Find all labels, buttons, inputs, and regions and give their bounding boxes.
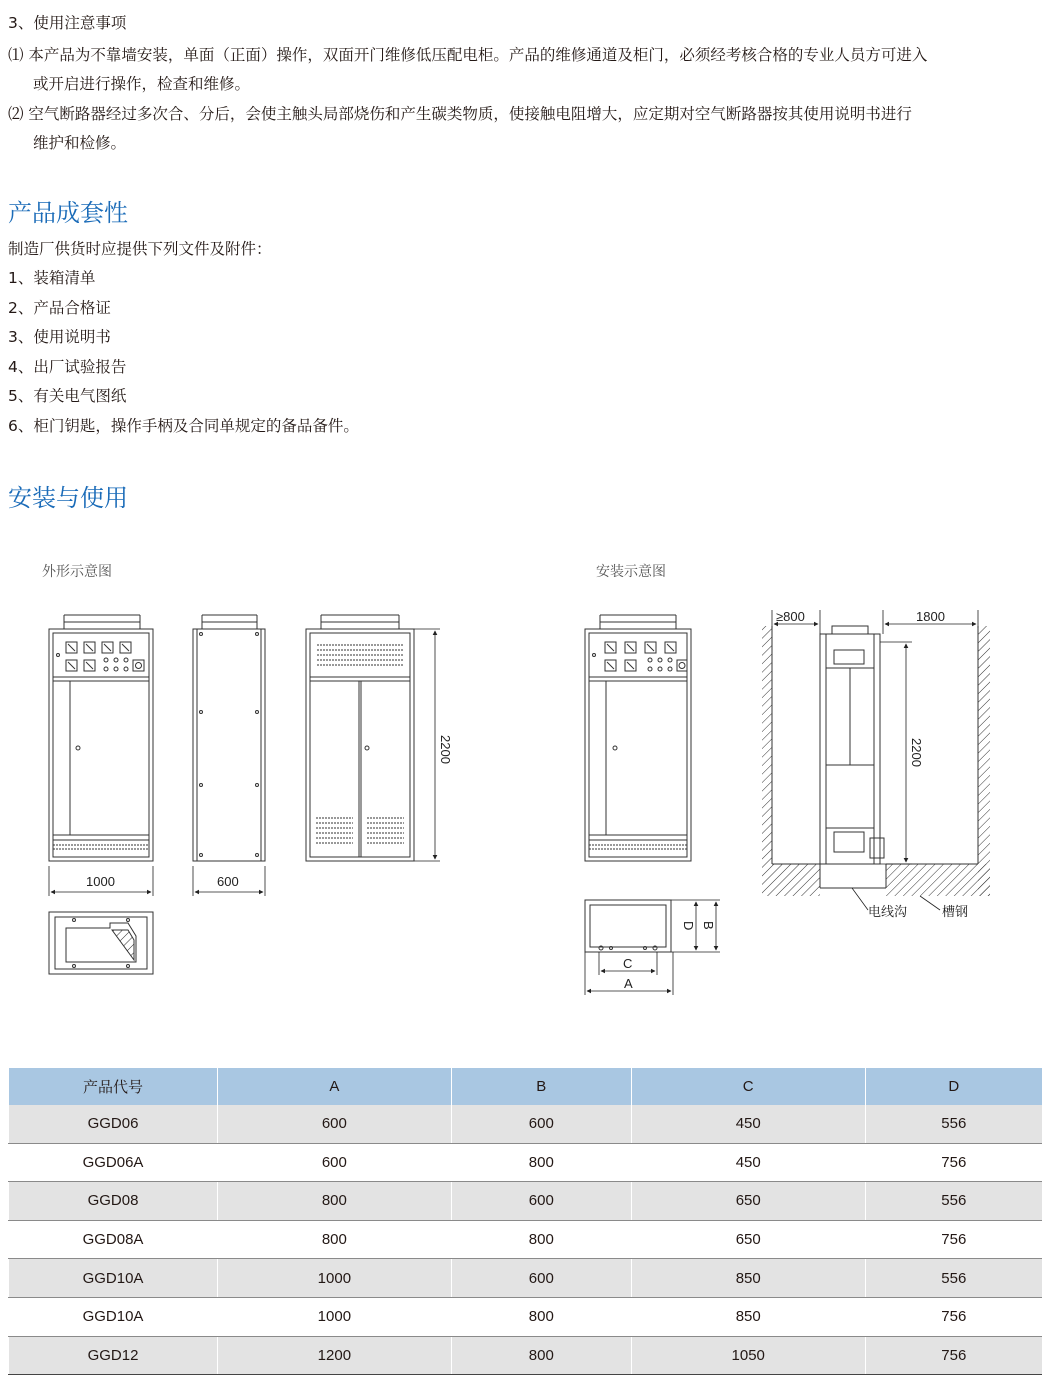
cell-b: 800	[451, 1220, 631, 1259]
label-cable-trench: 电线沟	[868, 904, 908, 919]
cell-b: 600	[451, 1182, 631, 1221]
cell-model: GGD06	[9, 1105, 218, 1143]
dim-label-c: C	[623, 956, 633, 971]
front-view-cabinet	[49, 615, 153, 861]
cell-a: 1000	[218, 1259, 452, 1298]
cell-d: 756	[865, 1297, 1042, 1336]
header-c: C	[631, 1068, 865, 1105]
dim-width-front: 1000	[86, 874, 115, 889]
header-a: A	[218, 1068, 452, 1105]
table-row	[9, 1259, 1043, 1298]
header-b: B	[451, 1068, 631, 1105]
cell-c: 650	[631, 1220, 865, 1259]
cell-d: 756	[865, 1220, 1042, 1259]
cell-d: 556	[865, 1182, 1042, 1221]
plan-view-cabinet	[49, 912, 153, 974]
cell-c: 450	[631, 1143, 865, 1182]
cell-a: 600	[218, 1143, 452, 1182]
cell-a: 1200	[218, 1336, 452, 1375]
label-channel-steel: 槽钢	[942, 904, 969, 919]
dim-label-d: D	[681, 921, 696, 931]
cabinet-drawings	[0, 590, 1050, 1050]
install-base-plan	[585, 900, 671, 952]
cell-d: 756	[865, 1336, 1042, 1375]
cell-model: GGD10A	[9, 1297, 218, 1336]
outline-diagram-caption: 外形示意图	[42, 564, 112, 580]
cell-c: 650	[631, 1182, 865, 1221]
completeness-item: 2、产品合格证	[8, 299, 111, 317]
dim-depth-side: 600	[217, 874, 239, 889]
install-room-section	[762, 626, 990, 896]
table-row	[9, 1182, 1043, 1221]
table-row	[9, 1143, 1043, 1182]
cell-a: 800	[218, 1182, 452, 1221]
cell-model: GGD06A	[9, 1143, 218, 1182]
completeness-item: 4、出厂试验报告	[8, 358, 127, 376]
dim-label-b: B	[701, 921, 716, 930]
completeness-item: 6、柜门钥匙，操作手柄及合同单规定的备品备件。	[8, 417, 359, 435]
spec-table-header	[9, 1068, 1043, 1105]
cell-a: 600	[218, 1105, 452, 1143]
cell-a: 1000	[218, 1297, 452, 1336]
note-1-line-2: 或开启进行操作，检查和维修。	[33, 75, 251, 93]
cell-c: 850	[631, 1297, 865, 1336]
install-diagram-caption: 安装示意图	[596, 564, 666, 580]
cell-b: 600	[451, 1105, 631, 1143]
notes-heading: 3、使用注意事项	[8, 14, 127, 32]
rear-height-dimension	[414, 629, 440, 861]
cell-d: 556	[865, 1259, 1042, 1298]
cell-model: GGD12	[9, 1336, 218, 1375]
header-model: 产品代号	[9, 1068, 218, 1105]
note-2-line-2: 维护和检修。	[33, 134, 127, 152]
cell-b: 600	[451, 1259, 631, 1298]
cell-c: 1050	[631, 1336, 865, 1375]
rear-view-cabinet	[306, 615, 414, 861]
install-front-cabinet	[585, 615, 691, 861]
dim-label-a: A	[624, 976, 633, 991]
cell-a: 800	[218, 1220, 452, 1259]
dim-clearance: ≥800	[776, 609, 805, 624]
table-row	[9, 1105, 1043, 1143]
completeness-item: 1、装箱清单	[8, 269, 96, 287]
cell-b: 800	[451, 1143, 631, 1182]
cell-d: 556	[865, 1105, 1042, 1143]
installation-title: 安装与使用	[8, 484, 128, 512]
spec-table	[8, 1068, 1042, 1375]
side-view-cabinet	[193, 615, 265, 861]
dim-height-install: 2200	[909, 738, 924, 767]
dim-height: 2200	[438, 735, 453, 764]
table-row	[9, 1336, 1043, 1375]
cell-b: 800	[451, 1336, 631, 1375]
header-d: D	[865, 1068, 1042, 1105]
completeness-item: 5、有关电气图纸	[8, 387, 127, 405]
table-row	[9, 1220, 1043, 1259]
completeness-item: 3、使用说明书	[8, 328, 111, 346]
cell-c: 850	[631, 1259, 865, 1298]
cell-d: 756	[865, 1143, 1042, 1182]
completeness-intro: 制造厂供货时应提供下列文件及附件：	[8, 240, 272, 258]
cell-model: GGD10A	[9, 1259, 218, 1298]
note-2-line-1: ⑵ 空气断路器经过多次合、分后，会使主触头局部烧伤和产生碳类物质，使接触电阻增大，应定期对空气断路器按其使用说明书进行	[8, 105, 912, 123]
cell-model: GGD08	[9, 1182, 218, 1221]
cell-c: 450	[631, 1105, 865, 1143]
note-1-line-1: ⑴ 本产品为不靠墙安装，单面（正面）操作，双面开门维修低压配电柜。产品的维修通道及柜门，必须经考核合格的专业人员方可进入	[8, 46, 928, 64]
dim-spacing: 1800	[916, 609, 945, 624]
cell-b: 800	[451, 1297, 631, 1336]
cell-model: GGD08A	[9, 1220, 218, 1259]
table-row	[9, 1297, 1043, 1336]
completeness-title: 产品成套性	[8, 199, 128, 227]
